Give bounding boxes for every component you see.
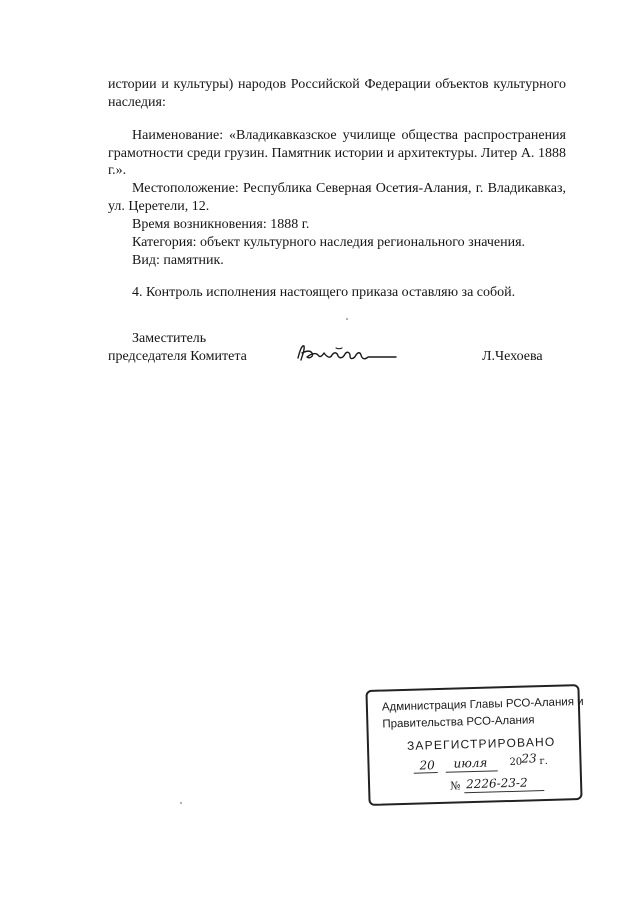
scan-speck [346,318,348,320]
paragraph-line: истории и культуры) народов Российской Федерации объектов культурного [108,77,566,92]
item-name-line: г.». [108,163,127,178]
stamp-date-day: 20 [419,758,436,773]
item-name-line: Наименование: «Владикавказское училище общества распространения [132,128,566,143]
stamp-date-underline [414,772,438,774]
registration-stamp [365,684,582,806]
stamp-year-prefix: 20 [509,756,523,769]
scan-speck [180,802,182,804]
stamp-year-suffix: г. [539,755,549,768]
signatory-name: Л.Чехоева [482,349,543,364]
handwritten-signature [292,336,404,368]
signatory-title-line1: Заместитель [132,331,207,346]
item-name-line: грамотности среди грузин. Памятник истории и архитектуры. Литер А. 1888 [108,146,566,161]
type-line: Вид: памятник. [132,253,224,268]
stamp-org-line2: Правительства РСО-Алания [382,714,535,731]
stamp-month-underline [446,770,498,772]
stamp-year: 23 [521,751,537,766]
paragraph-line: наследия: [108,95,166,110]
stamp-org-line1: Администрация Главы РСО-Алания и [381,695,584,714]
stamp-status: ЗАРЕГИСТРИРОВАНО [406,734,556,753]
location-line: ул. Церетели, 12. [108,199,210,214]
signatory-title-line2: председателя Комитета [108,349,247,364]
stamp-number-prefix: № [449,779,461,793]
stamp-number: 2226-23-2 [465,775,528,792]
stamp-date-month: июля [453,755,488,771]
location-line: Местоположение: Республика Северная Осетия-Алания, г. Владикавказ, [132,181,566,196]
control-clause: 4. Контроль исполнения настоящего приказа оставляю за собой. [132,285,516,300]
category-line: Категория: объект культурного наследия регионального значения. [132,235,526,250]
origin-time-line: Время возникновения: 1888 г. [132,217,310,232]
